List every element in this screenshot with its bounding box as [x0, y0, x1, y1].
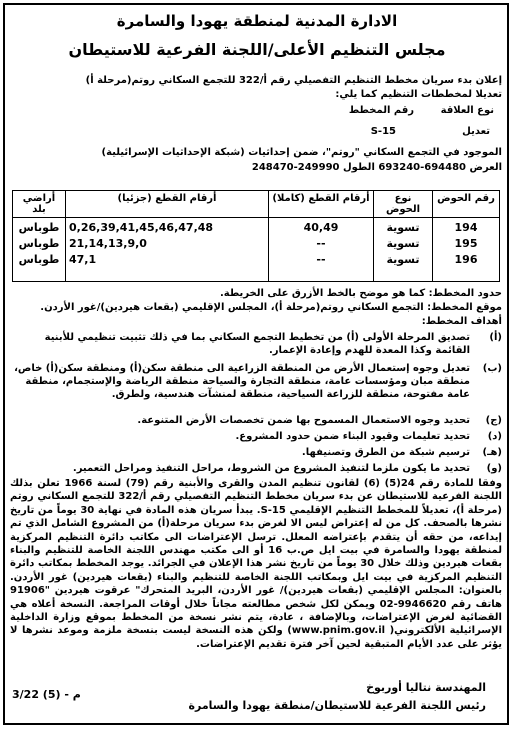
goal-item	[10, 446, 502, 459]
parcels-full-cell	[269, 218, 374, 282]
header-authority: الادارة المدنية لمنطقة يهودا والسامرة	[116, 12, 398, 30]
goal-item	[10, 331, 502, 357]
table-row	[13, 218, 500, 282]
goals-title: أهداف المخطط:	[421, 316, 502, 327]
goal-marker: (ج)	[485, 415, 502, 426]
village-name: طوباس	[18, 253, 60, 266]
announcement-line: إعلان بدء سريان مخطط التنظيم التفصيلي رقم أ/322 للتجمع السكاني روتم(مرحلة أ)	[85, 75, 502, 86]
parcels-partial: 47,1	[69, 253, 97, 266]
parcels-full: --	[316, 253, 326, 266]
goal-marker: (د)	[487, 431, 502, 442]
goal-marker: (هـ)	[482, 447, 502, 458]
col-header-village: أراضي بلد	[13, 191, 66, 218]
col-header-basin-type: نوع الحوض	[374, 191, 433, 218]
parcels-partial-cell	[66, 218, 269, 282]
parcels-partial: 0,26,39,41,45,46,47,48	[69, 221, 214, 234]
relation-type-value: تعديل	[462, 126, 490, 137]
col-header-parcels-full: أرقام القطع (كاملا)	[269, 191, 374, 218]
signatory-title: رئيس اللجنة الفرعية للاستيطان/منطقة يهودا والسامرة	[188, 699, 486, 712]
goal-text: تعديل وجوه إستعمال الأرض من المنطقة الزراعية الى منطقة سكن(أ) ومنطقة سكن(أ) خاص، منطقة مبان ومؤسسات عامة، منطقة التجارة والسياحة منطقة الرياضة والإستجمام، منطقة عامة مفتوحة، منطقة للزراعة السياحية، منطقة لمنشآت هندسية، ولطرق.	[14, 363, 470, 400]
basin-type: تسوية	[386, 221, 420, 234]
col-header-parcels-partial: أرقام القطع (جزئيا)	[66, 191, 269, 218]
table-header-row	[13, 191, 500, 218]
village-name: طوباس	[18, 221, 60, 234]
basin-types-cell	[374, 218, 433, 282]
plan-number-value: S-15	[370, 126, 396, 137]
goal-text: تحديد تعليمات وقيود البناء ضمن حدود المشروع.	[235, 431, 470, 442]
basin-number: 195	[454, 237, 478, 250]
plan-site: موقع المخطط: التجمع السكاني روتم(مرحلة أ)، المجلس الإقليمي (بقعات هيردين)/غور الأردن.	[40, 302, 502, 313]
parcels-partial: 21,14,13,9,0	[69, 237, 147, 250]
basin-type: تسوية	[386, 237, 420, 250]
goal-item	[10, 414, 502, 427]
basin-numbers-cell	[433, 218, 500, 282]
village-name: طوباس	[18, 237, 60, 250]
goal-marker: (و)	[486, 463, 502, 474]
goal-text: ترسيم شبكة من الطرق وتصنيفها.	[301, 447, 470, 458]
col-header-basin: رقم الحوض	[433, 191, 500, 218]
location-line: الموجود في التجمع السكاني "روتم"، ضمن إحداثيات (شبكة الإحداثيات الإسرائيلية)	[101, 147, 502, 158]
parcels-full: 40,49	[303, 221, 339, 234]
parcels-table	[12, 190, 500, 282]
villages-cell	[13, 218, 66, 282]
goal-item	[10, 430, 502, 443]
goal-marker: (أ)	[489, 332, 502, 343]
goal-marker: (ب)	[482, 363, 502, 374]
relation-type-label: نوع العلاقة	[440, 105, 494, 116]
goal-text: تصديق المرحلة الأولى (أ) من تخطيط التجمع السكاني بما في ذلك تثبيت تنظيمي للأبنية القائمة وكذا المعدة للهدم وإعادة الإعمار.	[44, 332, 470, 356]
signatory-name: المهندسة نتاليا أوربوخ	[366, 681, 486, 694]
legal-notice: وفقا للمادة رقم 24(5) (6) لقانون تنظيم المدن والقرى والأبنية رقم (79) لسنة 1966 تعلن بذلك اللجنة الفرعية للاستيطان عن بدء سريان مخطط التنظيم التفصيلي رقم أ/322 للتجمع السكاني روتم (مرحلة أ)، تعديلاً للمخطط التنظيم الإقليمي S-15. يبدأ سريان هذه المادة في نهاية 30 يوماً من تاريخ نشرها بالصحف. كل من له إعتراض ليس الا لغرض بدء سريان مرحلة(أ) من المشروع الشامل الذي تم إيداعه، من حقه أن يتقدم بإعتراضه المعلل. ترسل الإعتراضات الى مكاتب دائرة التنظيم المركزية لمنطقة يهودا والسامرة في بيت ايل ص.ب 16 أو الى مكتب مهندس اللجنة الخاصة للتنظيم والبناء بقعات هيردين وذلك خلال 30 يوماً من تاريخ نشر هذا الإعلان في الجرائد. يوجد المخطط بمكاتب دائرة التنظيم المركزية في بيت ايل وبمكاتب اللجنة الخاصة للتنظيم والبناء (بقعات هيردين) غور الأردن. بالعنوان: المجلس الإقليمي (بقعات هيردين)/ غور الأردن، البريد المتحرك" عرقوت هيردين "91906 هاتف رقم 9946620-02 ويمكن لكل شخص مطالعته مجاناً خلال أوقات المراجعة. النسخة أعلاه هي القضائية لغرض الإعتراضات، وبالإضافة ، عادة، يتم نشر نسخة من المخطط بموقع وزارة الداخلية الإسرائيلية الألكتروني( www.pnim.gov.il) ولكن هذه النسخة ليست بنسخة ملزمة وموعد نشرها لا يؤثر على عدد الأيام المتبقية لحين آخر فترة تقديم الإعتراضات.	[10, 478, 503, 650]
plan-number-label: رقم المخطط	[348, 105, 414, 116]
goal-text: تحديد وجوه الاستعمال المسموح بها ضمن تخصصات الأرض المتنوعة.	[137, 415, 470, 426]
parcels-full: --	[316, 237, 326, 250]
reference-number: 3/22 (5) - م	[12, 688, 81, 701]
goal-item	[10, 362, 502, 401]
goal-item	[10, 462, 502, 475]
goal-text: تحديد ما يكون ملزما لتنفيذ المشروع من الشروط، مراحل التنفيذ ومراحل التعمير.	[72, 463, 470, 474]
basin-number: 196	[454, 253, 478, 266]
amendment-line: تعديلا لمخططات التنظيم كما يلي:	[335, 89, 502, 100]
coordinates-line: العرض 694480-693240 الطول 249990-248470	[251, 162, 502, 173]
header-council: مجلس التنظيم الأعلى/اللجنة الفرعية للاستيطان	[68, 40, 446, 59]
basin-number: 194	[454, 221, 478, 234]
basin-type: تسوية	[386, 253, 420, 266]
plan-boundaries: حدود المخطط: كما هو موضح بالخط الأزرق على الخريطة.	[219, 288, 502, 299]
